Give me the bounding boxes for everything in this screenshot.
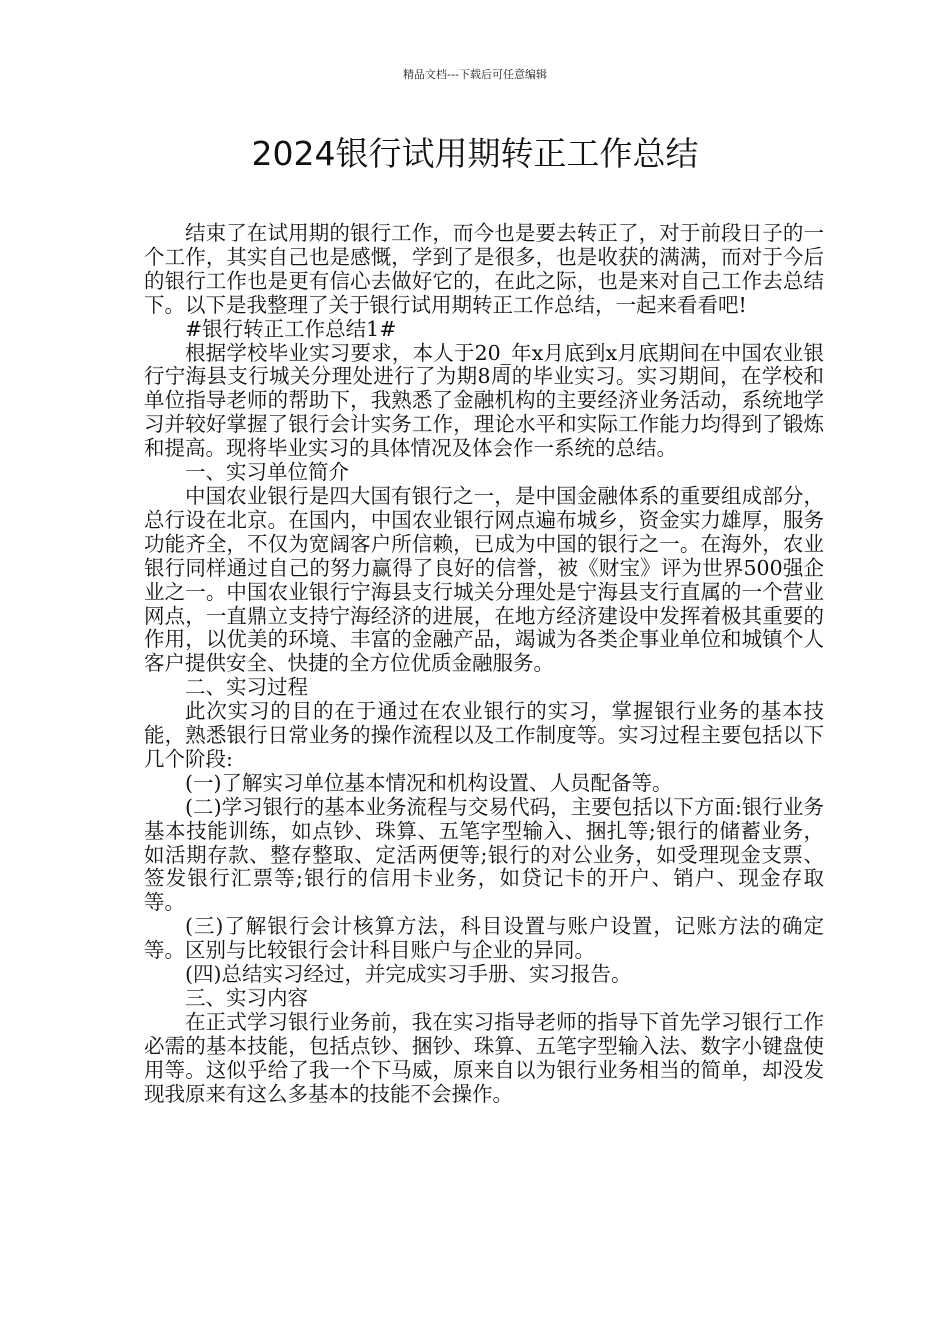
section-heading-content: 三、实习内容 (185, 986, 308, 1010)
list-item-stage-1: (一)了解实习单位基本情况和机构设置、人员配备等。 (185, 770, 673, 795)
document-body (144, 222, 824, 1107)
list-item-stage-3: (三)了解银行会计核算方法，科目设置与账户设置，记账方法的确定等。区别与比较银行会计科目账户与企业的异同。 (144, 914, 824, 963)
list-item-stage-4: (四)总结实习经过，并完成实习手册、实习报告。 (185, 962, 632, 987)
paragraph-internship-overview: 根据学校毕业实习要求，本人于20_年x月底到x月底期间在中国农业银行宁海县支行城关分理处进行了为期8周的毕业实习。实习期间，在学校和单位指导老师的帮助下，我熟悉了金融机构的主要经济业务活动，系统地学习并较好掌握了银行会计实务工作，理论水平和实际工作能力均得到了锻炼和提高。现将毕业实习的具体情况及体会作一系统的总结。 (144, 340, 824, 461)
header-note: 精品文档---下载后可任意编辑 (403, 68, 547, 81)
paragraph-content: 在正式学习银行业务前，我在实习指导老师的指导下首先学习银行工作必需的基本技能，包括点钞、捆钞、珠算、五笔字型输入法、数字小键盘使用等。这似乎给了我一个下马威，原来自以为银行业务相当的简单，却没发现我原来有这么多基本的技能不会操作。 (144, 1009, 824, 1106)
paragraph-process-intro: 此次实习的目的在于通过在农业银行的实习，掌握银行业务的基本技能，熟悉银行日常业务的操作流程以及工作制度等。实习过程主要包括以下几个阶段: (144, 699, 824, 771)
document-title: 2024银行试用期转正工作总结 (251, 134, 699, 173)
section-heading-summary-1: #银行转正工作总结1# (185, 316, 397, 341)
list-item-stage-2: (二)学习银行的基本业务流程与交易代码，主要包括以下方面:银行业务基本技能训练，如点钞、珠算、五笔字型输入、捆扎等;银行的储蓄业务，如活期存款、整存整取、定活两便等;银行的对公业务，如受理现金支票、签发银行汇票等;银行的信用卡业务，如贷记卡的开户、销户、现金存取等。 (144, 794, 824, 915)
paragraph-intro: 结束了在试用期的银行工作，而今也是要去转正了，对于前段日子的一个工作，其实自己也是感慨，学到了是很多，也是收获的满满，而对于今后的银行工作也是更有信心去做好它的，在此之际，也是来对自己工作去总结下。以下是我整理了关于银行试用期转正工作总结，一起来看看吧! (144, 221, 824, 317)
section-heading-process: 二、实习过程 (185, 675, 308, 700)
section-heading-unit-intro: 一、实习单位简介 (185, 460, 349, 485)
paragraph-bank-intro: 中国农业银行是四大国有银行之一，是中国金融体系的重要组成部分，总行设在北京。在国内，中国农业银行网点遍布城乡，资金实力雄厚，服务功能齐全，不仅为宽阔客户所信赖，已成为中国的银行之一。在海外，农业银行同样通过自己的努力赢得了良好的信誉，被《财宝》评为世界500强企业之一。中国农业银行宁海县支行城关分理处是宁海县支行直属的一个营业网点，一直鼎立支持宁海经济的进展，在地方经济建设中发挥着极其重要的作用，以优美的环境、丰富的金融产品，竭诚为各类企事业单位和城镇个人客户提供安全、快捷的全方位优质金融服务。 (144, 483, 824, 676)
